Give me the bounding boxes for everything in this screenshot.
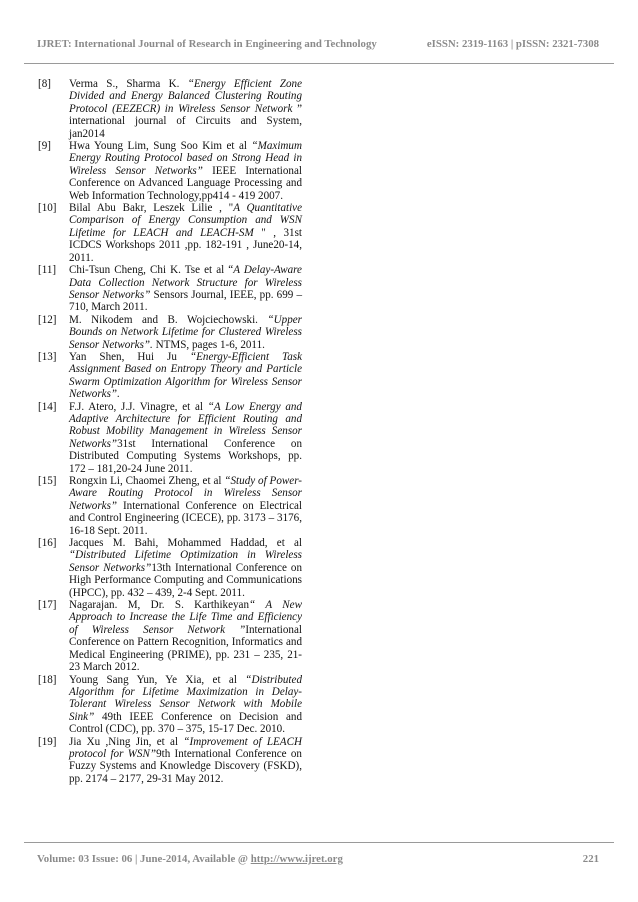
reference-number: [19]	[38, 735, 57, 748]
reference-number: [16]	[38, 537, 57, 550]
reference-item	[38, 599, 302, 673]
reference-number: [18]	[38, 673, 57, 686]
reference-text: F.J. Atero, J.J. Vinagre, et al “A Low Energy and Adaptive Architecture for Efficient Routing and Robust Mobility Management in Wireless Sensor Networks”31st International Conference on Distributed Computing Systems Workshops, pp. 172 – 181,20-24 June 2011.	[69, 400, 302, 475]
reference-text: Jacques M. Bahi, Mohammed Haddad, et al “Distributed Lifetime Optimization in Wireless Sensor Networks”13th International Conference on High Performance Computing and Communications (HPCC), pp. 432 – 439, 2-4 Sept. 2011.	[69, 537, 302, 599]
reference-number: [10]	[38, 202, 57, 215]
reference-item	[38, 537, 302, 599]
page-header	[37, 38, 599, 50]
reference-text: Hwa Young Lim, Sung Soo Kim et al “Maximum Energy Routing Protocol based on Strong Head in Wireless Sensor Networks” IEEE International Conference on Advanced Language Processing and Web Information Technology,pp414 - 419 2007.	[69, 140, 302, 202]
reference-text: M. Nikodem and B. Wojciechowski. “Upper Bounds on Network Lifetime for Clustered Wireless Sensor Networks”. NTMS, pages 1-6, 2011.	[69, 313, 302, 351]
reference-text: Chi-Tsun Cheng, Chi K. Tse et al “A Delay-Aware Data Collection Network Structure for Wireless Sensor Networks” Sensors Journal, IEEE, pp. 699 – 710, March 2011.	[69, 264, 302, 314]
page-number: 221	[582, 853, 599, 865]
issn-line: eISSN: 2319-1163 | pISSN: 2321-7308	[426, 38, 599, 50]
reference-text: Nagarajan. M, Dr. S. Karthikeyan“ A New Approach to Increase the Life Time and Efficiency of Wireless Sensor Network ”International Conference on Pattern Recognition, Informatics and Medical Engineering (PRIME), pp. 231 – 235, 21-23 March 2012.	[69, 599, 302, 674]
reference-item	[38, 674, 302, 736]
reference-item	[38, 78, 302, 140]
reference-text: Young Sang Yun, Ye Xia, et al “Distributed Algorithm for Lifetime Maximization in Delay-Tolerant Wireless Sensor Network with Mobile Sink” 49th IEEE Conference on Decision and Control (CDC), pp. 370 – 375, 15-17 Dec. 2010.	[69, 673, 302, 736]
journal-link[interactable]: http://www.ijret.org	[250, 853, 343, 865]
reference-text: Jia Xu ,Ning Jin, et al “Improvement of LEACH protocol for WSN”9th International Conference on Fuzzy Systems and Knowledge Discovery (FSKD), pp. 2174 – 2177, 29-31 May 2012.	[69, 735, 302, 785]
reference-number: [15]	[38, 475, 57, 487]
reference-number: [17]	[38, 599, 57, 612]
reference-number: [14]	[38, 400, 57, 413]
reference-item	[38, 736, 302, 786]
reference-item	[38, 314, 302, 351]
reference-item	[38, 140, 302, 202]
journal-title: IJRET: International Journal of Research in Engineering and Technology	[37, 38, 377, 50]
reference-list	[38, 78, 302, 785]
page-footer	[37, 853, 599, 865]
header-rule	[24, 63, 614, 64]
reference-item	[38, 401, 302, 475]
reference-number: [13]	[38, 350, 57, 363]
reference-number: [12]	[38, 313, 57, 326]
reference-text: Yan Shen, Hui Ju “Energy-Efficient Task Assignment Based on Entropy Theory and Particle Swarm Optimization Algorithm for Wireless Sensor Networks”.	[69, 350, 302, 401]
reference-text: Verma S., Sharma K. “Energy Efficient Zone Divided and Energy Balanced Clustering Routing Protocol (EEZECR) in Wireless Sensor Network ” international journal of Circuits and System, jan2014	[69, 78, 302, 140]
reference-item	[38, 202, 302, 264]
footer-rule	[24, 842, 614, 843]
reference-number: [11]	[38, 264, 57, 277]
reference-text: Bilal Abu Bakr, Leszek Lilie , "A Quantitative Comparison of Energy Consumption and WSN Lifetime for LEACH and LEACH-SM " , 31st ICDCS Workshops 2011 ,pp. 182-191 , June20-14, 2011.	[69, 202, 302, 264]
reference-text: Rongxin Li, Chaomei Zheng, et al “Study of Power-Aware Routing Protocol in Wireless Sensor Networks” International Conference on Electrical and Control Engineering (ICECE), pp. 3173 – 3176, 16-18 Sept. 2011.	[69, 475, 302, 537]
volume-info: Volume: 03 Issue: 06 | June-2014, Available @ http://www.ijret.org	[37, 853, 343, 865]
reference-number: [9]	[38, 140, 51, 153]
reference-item	[38, 475, 302, 537]
reference-number: [8]	[38, 78, 51, 90]
reference-item	[38, 264, 302, 314]
reference-item	[38, 351, 302, 401]
